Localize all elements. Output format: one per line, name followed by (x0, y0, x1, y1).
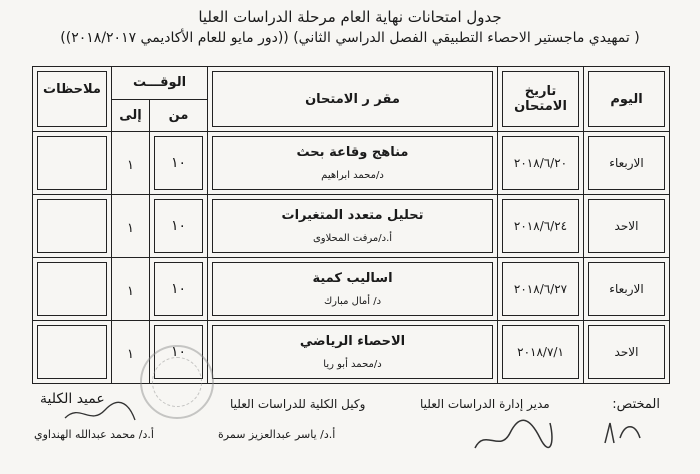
header-date: تاريخ الامتحان (498, 67, 584, 132)
day-cell: الاحد (584, 321, 670, 384)
date-cell: ٢٠١٨/٦/٢٤ (498, 195, 584, 258)
official-seal-icon (140, 345, 214, 419)
time-to-cell: ١ (112, 321, 150, 384)
dean-signature-icon (60, 398, 140, 428)
time-from-cell: ١٠ (150, 321, 208, 384)
course-cell: تحليل متعدد المتغيرات أ.د/مرفت المحلاوى (208, 195, 498, 258)
table-row (33, 132, 670, 195)
table-row (33, 258, 670, 321)
date-cell: ٢٠١٨/٦/٢٠ (498, 132, 584, 195)
header-day: اليوم (584, 67, 670, 132)
header-to: إلى (112, 99, 150, 132)
day-cell: الاحد (584, 195, 670, 258)
day-cell: الاربعاء (584, 258, 670, 321)
course-cell: مناهج وقاعة بحث د/محمد ابراهيم (208, 132, 498, 195)
vice-dean-label: وكيل الكلية للدراسات العليا (230, 397, 366, 411)
notes-cell (33, 132, 112, 195)
date-cell: ٢٠١٨/٧/١ (498, 321, 584, 384)
date-cell: ٢٠١٨/٦/٢٧ (498, 258, 584, 321)
notes-cell (33, 195, 112, 258)
header-notes: ملاحظات (33, 67, 112, 132)
table-row (33, 195, 670, 258)
dean-label: عميد الكلية (40, 391, 105, 407)
notes-cell (33, 258, 112, 321)
day-cell: الاربعاء (584, 132, 670, 195)
header-from: من (150, 99, 208, 132)
table-row (33, 321, 670, 384)
course-cell: اساليب كمية د/ أمال مبارك (208, 258, 498, 321)
page-subtitle: ( تمهيدي ماجستير الاحصاء التطبيقي الفصل الدراسي الثاني) ((دور مايو للعام الأكاديمي ٢٠١٨/٢٠١٧)) (60, 30, 640, 46)
manager-signature-icon (470, 408, 560, 458)
header-course: مقر ر الامتحان (208, 67, 498, 132)
header-time: الوقـــت (112, 67, 208, 100)
dean-name: أ.د/ محمد عبدالله الهنداوي (34, 428, 154, 441)
time-to-cell: ١ (112, 195, 150, 258)
specialist-label: المختص: (612, 397, 660, 412)
exam-schedule-table (32, 66, 670, 384)
vice-dean-name: أ.د/ ياسر عبدالعزيز سمرة (218, 428, 336, 441)
course-cell: الاحصاء الرياضي د/محمد أبو ريا (208, 321, 498, 384)
time-to-cell: ١ (112, 132, 150, 195)
time-from-cell: ١٠ (150, 195, 208, 258)
page-title: جدول امتحانات نهاية العام مرحلة الدراسات العليا (198, 8, 502, 26)
time-from-cell: ١٠ (150, 258, 208, 321)
manager-label: مدير إدارة الدراسات العليا (420, 397, 550, 411)
notes-cell (33, 321, 112, 384)
specialist-signature-icon (600, 418, 650, 448)
time-from-cell: ١٠ (150, 132, 208, 195)
time-to-cell: ١ (112, 258, 150, 321)
